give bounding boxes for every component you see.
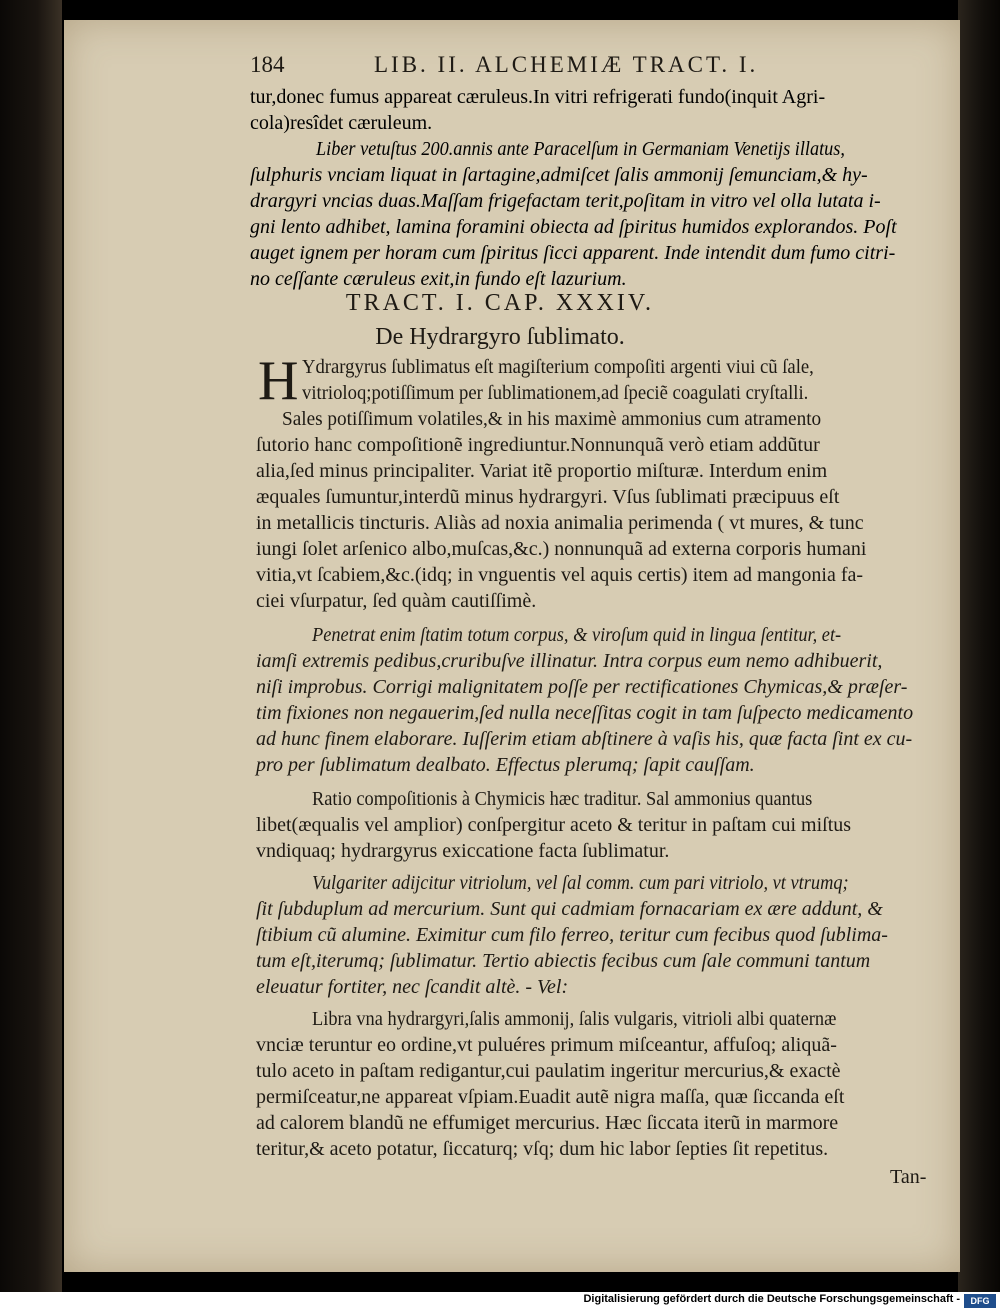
text-line: niſi improbus. Corrigi malignitatem poſſe per rectificationes Chymicas,& præſer- [256, 676, 908, 698]
text-line: æquales ſumuntur,interdũ minus hydrargyri. Vſus ſublimati præcipuus eſt [256, 486, 840, 508]
running-title: LIB. II. ALCHEMIÆ TRACT. I. [374, 52, 759, 77]
text-line: tim fixiones non negauerim,ſed nulla neceſſitas cogit in tam ſuſpecto medicamento [256, 702, 914, 724]
catchword: Tan- [890, 1166, 927, 1188]
chapter-title: De Hydrargyro ſublimato. [375, 324, 625, 350]
text-line: ad calorem blandũ ne effumiget mercurius. Hæc ſiccata iterũ in marmore [256, 1112, 839, 1134]
text-line: eleuatur fortiter, nec ſcandit altè. - Vel: [256, 976, 569, 998]
text-line: teritur,& aceto potatur, ſiccaturq; vſq; dum hic labor ſepties ſit repetitus. [256, 1138, 829, 1160]
text-line: Vulgariter adijcitur vitriolum, vel ſal comm. cum pari vitriolo, vt vtrumq; [312, 872, 849, 894]
text-line: Ydrargyrus ſublimatus eſt magiſterium compoſiti argenti viui cũ ſale, [302, 356, 814, 378]
text-line: ſtibium cũ alumine. Eximitur cum filo ferreo, teritur cum fecibus quod ſublima- [256, 924, 888, 946]
text-line: vitrioloq;potiſſimum per ſublimationem,ad ſpeciẽ coagulati cryſtalli. [302, 382, 809, 404]
digitization-credit: Digitalisierung gefördert durch die Deutsche Forschungsgemeinschaft - [583, 1293, 960, 1305]
text-line: no ceſſante cæruleus exit,in fundo eſt lazurium. [250, 268, 627, 290]
text-line: Liber vetuſtus 200.annis ante Paracelſum in Germaniam Venetijs illatus, [316, 138, 845, 160]
text-line: Sales potiſſimum volatiles,& in his maximè ammonius cum atramento [282, 408, 822, 430]
text-line: pro per ſublimatum dealbato. Effectus plerumq; ſapit cauſſam. [256, 754, 755, 776]
text-line: Ratio compoſitionis à Chymicis hæc traditur. Sal ammonius quantus [312, 788, 813, 810]
footer-bar [0, 1292, 1000, 1310]
text-line: vitia,vt ſcabiem,&c.(idq; in vnguentis vel aquis certis) item ad mangonia fa- [256, 564, 864, 586]
text-line: Penetrat enim ſtatim totum corpus, & viroſum quid in lingua ſentitur, et- [312, 624, 842, 646]
page-number: 184 [250, 52, 285, 77]
text-line: iungi ſolet arſenico albo,muſcas,&c.) nonnunquã ad externa corporis humani [256, 538, 867, 560]
text-line: iamſi extremis pedibus,cruribuſve illinatur. Intra corpus eum nemo adhibuerit, [256, 650, 883, 672]
text-line: tum eſt,iterumq; ſublimatur. Tertio abiectis fecibus cum ſale communi tantum [256, 950, 871, 972]
text-line: in metallicis tincturis. Aliàs ad noxia animalia perimenda ( vt mures, & tunc [256, 512, 864, 534]
text-line: libet(æqualis vel amplior) conſpergitur aceto & teritur in paſtam cui miſtus [256, 814, 852, 836]
text-line: ſulphuris vnciam liquat in ſartagine,admiſcet ſalis ammonij ſemunciam,& hy- [250, 164, 868, 186]
text-line: permiſceatur,ne appareat vſpiam.Euadit autẽ nigra maſſa, quæ ſiccanda eſt [256, 1086, 845, 1108]
chapter-number: TRACT. I. CAP. XXXIV. [345, 290, 655, 316]
text-line: auget ignem per horam cum ſpiritus ſicci apparent. Inde intendit dum fumo citri- [250, 242, 896, 264]
text-line: ſit ſubduplum ad mercurium. Sunt qui cadmiam fornacariam ex ære addunt, & [256, 898, 883, 920]
text-line: alia,ſed minus principaliter. Variat itẽ proportio miſturæ. Interdum enim [256, 460, 828, 482]
text-line: ad hunc finem elaborare. Iuſſerim etiam abſtinere à vaſis his, quæ facta ſint ex cu- [256, 728, 913, 750]
drop-cap: H [258, 350, 299, 412]
text-line: drargyri vncias duas.Maſſam frigefactam terit,poſitam in vitro vel olla lutata i- [250, 190, 881, 212]
text-line: cola)resîdet cæruleum. [250, 112, 433, 134]
text-line: vnciæ teruntur eo ordine,vt puluéres primum miſceantur, affuſoq; aliquã- [256, 1034, 837, 1056]
text-line: gni lento adhibet, lamina foramini obiecta ad ſpiritus humidos explorandos. Poſt [250, 216, 897, 238]
text-line: tulo aceto in paſtam redigantur,cui paulatim ingeritur mercurius,& exactè [256, 1060, 841, 1082]
text-line: ſutorio hanc compoſitionẽ ingrediuntur.Nonnunquã verò etiam addũtur [256, 434, 820, 456]
text-line: vndiquaq; hydrargyrus exiccatione facta ſublimatur. [256, 840, 670, 862]
text-line: Libra vna hydrargyri,ſalis ammonij, ſalis vulgaris, vitrioli albi quaternæ [312, 1008, 837, 1030]
text-line: ciei vſurpatur, ſed quàm cautiſſimè. [256, 590, 537, 612]
text-line: tur,donec fumus appareat cæruleus.In vitri refrigerati fundo(inquit Agri- [250, 86, 826, 108]
dfg-logo: DFG [964, 1294, 996, 1308]
